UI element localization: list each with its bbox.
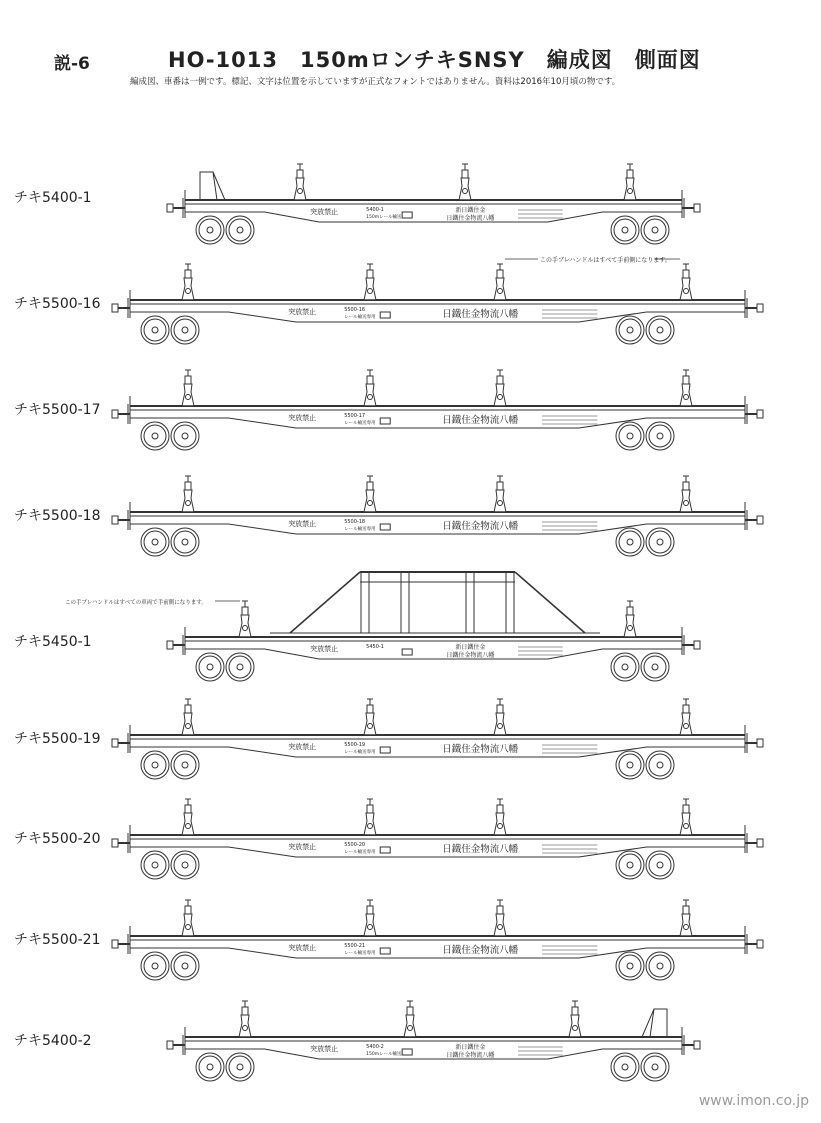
car-note: 150mレール輸送 — [366, 1052, 402, 1057]
warning-text: 突放禁止 — [310, 1045, 339, 1053]
gantry-post-icon — [466, 572, 474, 633]
end-frame-icon — [642, 1009, 667, 1037]
wheel-icon — [141, 528, 169, 556]
operator-name: 日鐵住金物流八幡 — [442, 415, 519, 426]
gantry-post-icon — [401, 572, 409, 633]
wheel-icon — [611, 216, 639, 244]
car-side-view — [167, 601, 700, 681]
wheel-icon — [171, 422, 199, 450]
car-label: チキ5400-1 — [14, 190, 92, 206]
wheel-icon — [646, 422, 674, 450]
car-note: レール輸送専用 — [344, 421, 376, 426]
car-label: チキ5500-16 — [14, 296, 101, 312]
wheel-icon — [141, 316, 169, 344]
plate-icon — [380, 418, 390, 424]
wheel-icon — [616, 528, 644, 556]
operator-name: 日鐵住金物流八幡 — [442, 521, 519, 532]
operator-name: 新日鐵住金 — [455, 207, 486, 214]
wheel-icon — [616, 952, 644, 980]
car-label: チキ5500-19 — [14, 731, 101, 747]
wheel-icon — [611, 1053, 639, 1081]
car-label: チキ5400-2 — [14, 1033, 92, 1049]
car-label: チキ5450-1 — [14, 634, 92, 650]
car-number: 5500-19 — [344, 742, 366, 748]
car-side-view — [167, 1001, 700, 1081]
car-note: 150mレール輸送 — [366, 215, 402, 220]
wheel-icon — [641, 1053, 669, 1081]
car-side-view — [112, 476, 763, 556]
operator-name: 日鐵住金物流八幡 — [442, 309, 519, 320]
wheel-icon — [616, 316, 644, 344]
rail-gantry-frame — [270, 572, 600, 633]
car-number: 5450-1 — [366, 644, 384, 650]
page-title: HO-1013 150mロンチキSNSY 編成図 側面図 — [168, 48, 701, 72]
warning-text: 突放禁止 — [288, 520, 317, 528]
car-note: レール輸送専用 — [344, 850, 376, 855]
warning-text: 突放禁止 — [288, 414, 317, 422]
plate-icon — [402, 649, 412, 655]
plate-icon — [380, 747, 390, 753]
operator-name: 日鐵住金物流八幡 — [446, 215, 495, 222]
operator-name: 日鐵住金物流八幡 — [446, 652, 495, 659]
plate-icon — [402, 212, 412, 218]
warning-text: 突放禁止 — [288, 843, 317, 851]
car-number: 5500-16 — [344, 307, 366, 313]
car-note: レール輸送専用 — [344, 527, 376, 532]
end-frame-icon — [200, 172, 225, 200]
car-note: レール輸送専用 — [344, 750, 376, 755]
wheel-icon — [171, 952, 199, 980]
car-label: チキ5500-17 — [14, 402, 101, 418]
car-side-view — [112, 264, 763, 344]
wheel-icon — [616, 422, 644, 450]
car-number: 5500-21 — [344, 943, 366, 949]
car-number: 5400-2 — [366, 1044, 384, 1050]
plate-icon — [380, 847, 390, 853]
wheel-icon — [141, 422, 169, 450]
wheel-icon — [141, 952, 169, 980]
wheel-icon — [646, 528, 674, 556]
operator-name: 日鐵住金物流八幡 — [442, 844, 519, 855]
operator-name: 日鐵住金物流八幡 — [442, 744, 519, 755]
plate-icon — [402, 1049, 412, 1055]
wheel-icon — [141, 751, 169, 779]
car-side-view — [167, 164, 700, 244]
car-number: 5400-1 — [366, 207, 384, 213]
site-watermark: www.imon.co.jp — [698, 1093, 809, 1109]
wheel-icon — [171, 751, 199, 779]
wheel-icon — [196, 216, 224, 244]
wheel-icon — [196, 653, 224, 681]
car-side-view — [112, 799, 763, 879]
wheel-icon — [171, 316, 199, 344]
header-note: 編成図、車番は一例です。標記、文字は位置を示していますが正式なフォントではありません。資料は2016年10月頃の物です。 — [130, 77, 621, 87]
warning-text: 突放禁止 — [310, 208, 339, 216]
car-label: チキ5500-18 — [14, 508, 101, 524]
wheel-icon — [196, 1053, 224, 1081]
car-label: チキ5500-20 — [14, 831, 101, 847]
plate-icon — [380, 524, 390, 530]
car-label: チキ5500-21 — [14, 932, 101, 948]
plate-icon — [380, 312, 390, 318]
wheel-icon — [641, 216, 669, 244]
gantry-post-icon — [506, 572, 514, 633]
car-side-view — [112, 370, 763, 450]
wheel-icon — [226, 1053, 254, 1081]
wheel-icon — [646, 952, 674, 980]
wheel-icon — [646, 751, 674, 779]
wheel-icon — [646, 851, 674, 879]
car-number: 5500-20 — [344, 842, 366, 848]
warning-text: 突放禁止 — [310, 645, 339, 653]
annotation-text: この手ブレハンドルはすべて手前側になります。 — [540, 257, 671, 264]
car-side-view — [112, 900, 763, 980]
car-side-view — [112, 699, 763, 779]
warning-text: 突放禁止 — [288, 308, 317, 316]
wheel-icon — [616, 751, 644, 779]
car-note: レール輸送専用 — [344, 951, 376, 956]
operator-name: 日鐵住金物流八幡 — [446, 1052, 495, 1059]
wheel-icon — [646, 316, 674, 344]
warning-text: 突放禁止 — [288, 743, 317, 751]
wheel-icon — [171, 851, 199, 879]
wheel-icon — [641, 653, 669, 681]
annotation-text: この手ブレハンドルはすべての車両で手前側になります。 — [65, 600, 207, 606]
car-number: 5500-18 — [344, 519, 366, 525]
gantry-post-icon — [361, 572, 369, 633]
operator-name: 新日鐵住金 — [455, 1044, 486, 1051]
warning-text: 突放禁止 — [288, 944, 317, 952]
operator-name: 新日鐵住金 — [455, 644, 486, 651]
car-note: レール輸送専用 — [344, 315, 376, 320]
operator-name: 日鐵住金物流八幡 — [442, 945, 519, 956]
wheel-icon — [616, 851, 644, 879]
plate-icon — [380, 948, 390, 954]
wheel-icon — [171, 528, 199, 556]
wheel-icon — [611, 653, 639, 681]
page-code: 説-6 — [54, 54, 90, 74]
wheel-icon — [141, 851, 169, 879]
car-number: 5500-17 — [344, 413, 366, 419]
wheel-icon — [226, 216, 254, 244]
wheel-icon — [226, 653, 254, 681]
